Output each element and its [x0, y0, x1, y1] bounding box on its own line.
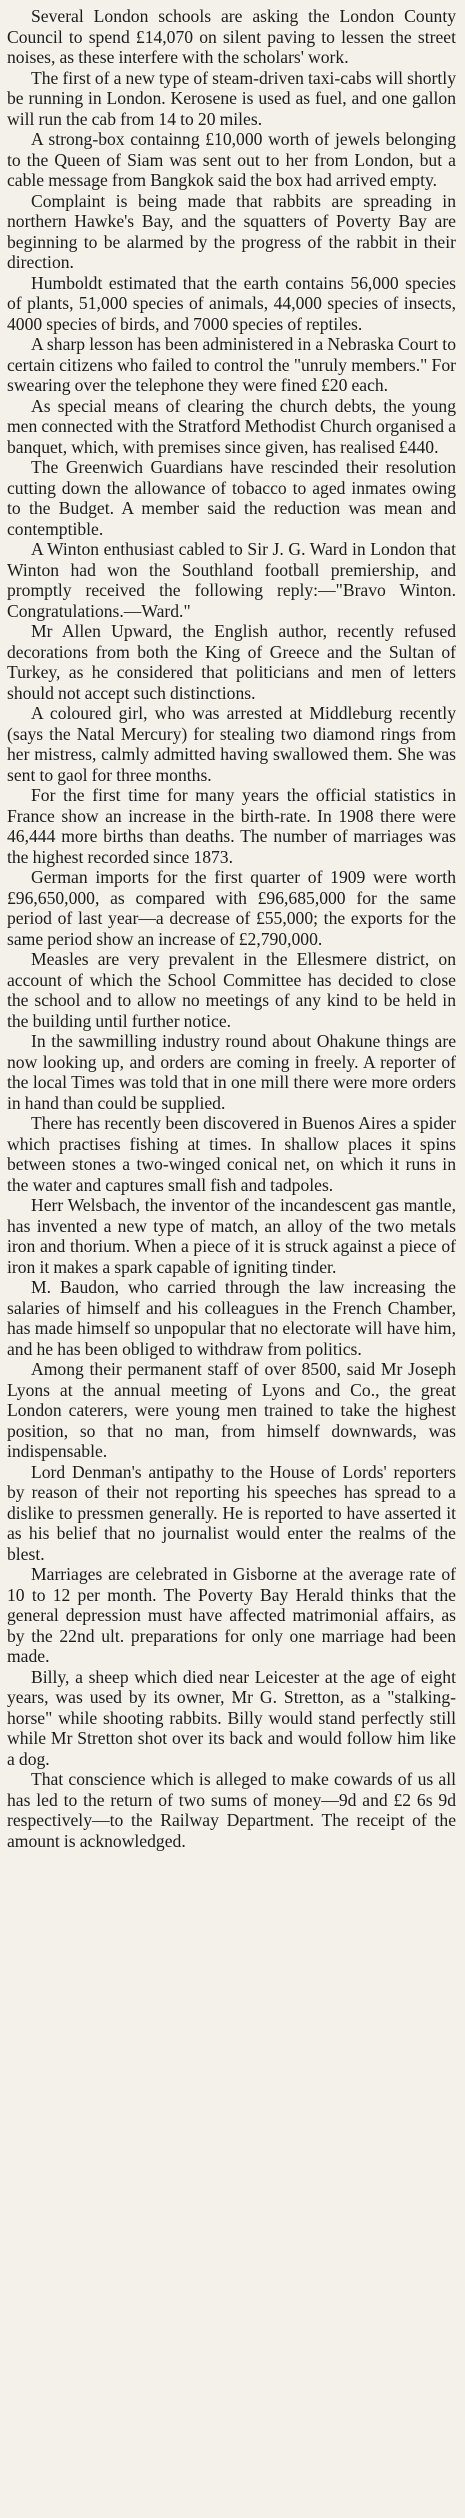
news-paragraph-1: Several London schools are asking the London County Council to spend £14,070 on silent paving to lessen the street noises, as these interfere with the scholars' work.	[7, 6, 456, 67]
news-paragraph-23: That conscience which is alleged to make cowards of us all has led to the return of two sums of money—9d and £2 6s 9d respectively—to the Railway Department. The receipt of the amount is acknowledged.	[7, 1769, 456, 1851]
news-paragraph-22: Billy, a sheep which died near Leicester at the age of eight years, was used by its owner, Mr G. Stretton, as a "stalking-horse" while shooting rabbits. Billy would stand perfectly still while Mr Stretton shot over its back and would follow him like a dog.	[7, 1666, 456, 1769]
news-paragraph-8: The Greenwich Guardians have rescinded their resolution cutting down the allowance of tobacco to aged inmates owing to the Budget. A member said the reduction was mean and contemptible.	[7, 457, 456, 539]
news-paragraph-10: Mr Allen Upward, the English author, recently refused decorations from both the King of Greece and the Sultan of Turkey, as he considered that politicians and men of letters should not accept such distinctions.	[7, 621, 456, 703]
news-paragraph-4: Complaint is being made that rabbits are spreading in northern Hawke's Bay, and the squatters of Poverty Bay are beginning to be alarmed by the progress of the rabbit in their direction.	[7, 190, 456, 272]
news-paragraph-2: The first of a new type of steam-driven taxi-cabs will shortly be running in London. Kerosene is used as fuel, and one gallon will run the cab from 14 to 20 miles.	[7, 67, 456, 129]
news-paragraph-18: M. Baudon, who carried through the law increasing the salaries of himself and his colleagues in the French Chamber, has made himself so unpopular that no electorate will have him, and he has been obliged to withdraw from politics.	[7, 1277, 456, 1359]
news-paragraph-17: Herr Welsbach, the inventor of the incandescent gas mantle, has invented a new type of match, an alloy of the two metals iron and thorium. When a piece of it is struck against a piece of iron it makes a spark capable of igniting tinder.	[7, 1195, 456, 1277]
news-paragraph-13: German imports for the first quarter of 1909 were worth £96,650,000, as compared with £96,685,000 for the same period of last year—a decrease of £55,000; the exports for the same period show an increase of £2,790,000.	[7, 867, 456, 949]
news-paragraph-7: As special means of clearing the church debts, the young men connected with the Stratford Methodist Church organised a banquet, which, with premises since given, has realised £440.	[7, 395, 456, 457]
news-paragraph-6: A sharp lesson has been administered in a Nebraska Court to certain citizens who failed to control the "unruly members." For swearing over the telephone they were fined £20 each.	[7, 334, 456, 395]
news-paragraph-11: A coloured girl, who was arrested at Middleburg recently (says the Natal Mercury) for stealing two diamond rings from her mistress, calmly admitted having swallowed them. She was sent to gaol for three months.	[7, 703, 456, 785]
news-paragraph-20: Lord Denman's antipathy to the House of Lords' reporters by reason of their not reporting his speeches has spread to a dislike to pressmen generally. He is reported to have asserted it as his belief that no journalist would enter the realms of the blest.	[7, 1461, 456, 1564]
news-paragraph-12: For the first time for many years the official statistics in France show an increase in the birth-rate. In 1908 there were 46,444 more births than deaths. The number of marriages was the highest recorded since 1873.	[7, 785, 456, 867]
news-paragraph-14: Measles are very prevalent in the Ellesmere district, on account of which the School Committee has decided to close the school and to allow no meetings of any kind to be held in the building until further notice.	[7, 949, 456, 1031]
news-paragraph-21: Marriages are celebrated in Gisborne at the average rate of 10 to 12 per month. The Poverty Bay Herald thinks that the general depression must have affected matrimonial affairs, as by the 22nd ult. preparations for only one marriage had been made.	[7, 1564, 456, 1666]
news-paragraph-16: There has recently been discovered in Buenos Aires a spider which practises fishing at times. In shallow places it spins between stones a two-winged conical net, on which it runs in the water and captures small fish and tadpoles.	[7, 1113, 456, 1195]
news-paragraph-3: A strong-box containng £10,000 worth of jewels belonging to the Queen of Siam was sent out to her from London, but a cable message from Bangkok said the box had arrived empty.	[7, 129, 456, 190]
news-paragraph-19: Among their permanent staff of over 8500, said Mr Joseph Lyons at the annual meeting of Lyons and Co., the great London caterers, were young men trained to take the highest position, so that no man, from himself downwards, was indispensable.	[7, 1359, 456, 1461]
news-paragraph-5: Humboldt estimated that the earth contains 56,000 species of plants, 51,000 species of animals, 44,000 species of insects, 4000 species of birds, and 7000 species of reptiles.	[7, 272, 456, 334]
news-paragraph-9: A Winton enthusiast cabled to Sir J. G. Ward in London that Winton had won the Southland football premiership, and promptly received the following reply:—"Bravo Winton. Congratulations.—Ward."	[7, 539, 456, 621]
news-paragraph-15: In the sawmilling industry round about Ohakune things are now looking up, and orders are coming in freely. A reporter of the local Times was told that in one mill there were more orders in hand than could be supplied.	[7, 1031, 456, 1113]
